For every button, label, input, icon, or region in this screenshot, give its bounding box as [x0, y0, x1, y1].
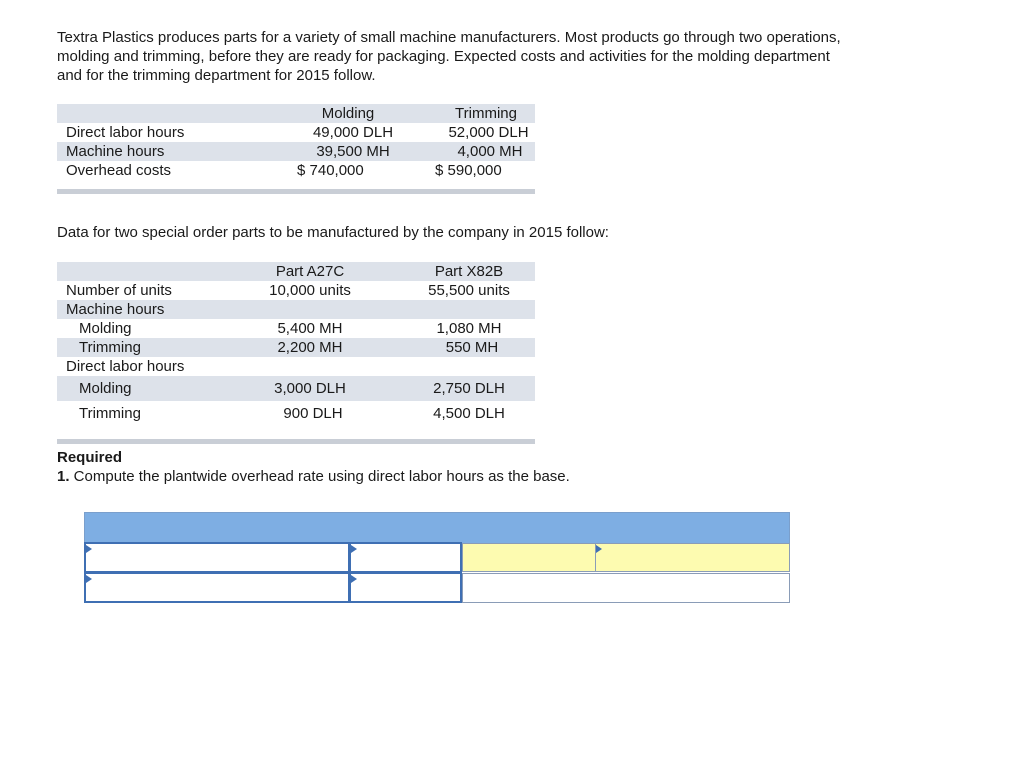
row-label: Overhead costs — [66, 162, 172, 179]
required-item-number: 1. — [57, 468, 70, 485]
row-label: Molding — [57, 376, 227, 401]
answer-input-value-2[interactable] — [349, 572, 462, 603]
cell-value: 3,000 DLH — [227, 376, 373, 401]
table-footer-bar — [57, 439, 535, 444]
table-row — [57, 338, 535, 357]
col-header-trimming: Trimming — [407, 104, 535, 123]
row-label: Number of units — [66, 282, 172, 299]
table-row — [57, 142, 535, 161]
input-marker-icon — [596, 545, 602, 553]
row-label: Direct labor hours — [66, 124, 185, 141]
input-marker-icon — [86, 545, 92, 553]
cell-value: 4,500 DLH — [433, 405, 505, 422]
required-heading: Required — [57, 449, 123, 466]
table-row — [57, 123, 535, 142]
row-label: Molding — [79, 320, 132, 337]
table-row — [57, 376, 535, 401]
cell-value: 55,500 units — [428, 282, 510, 299]
cell-value: 10,000 units — [269, 282, 351, 299]
table-row — [57, 281, 535, 300]
table-row — [57, 357, 535, 376]
cell-value: 1,080 MH — [436, 320, 502, 337]
cell-value: 5,400 MH — [277, 320, 343, 337]
table-footer-bar — [57, 189, 535, 194]
input-marker-icon — [351, 545, 357, 553]
cell-value: $ 590,000 — [435, 162, 502, 179]
table-row — [57, 300, 535, 319]
row-label: Trimming — [79, 405, 141, 422]
answer-input-label-2[interactable] — [84, 572, 350, 603]
table-header-row — [57, 104, 535, 123]
table-row — [57, 161, 535, 180]
answer-result-cell-3 — [462, 573, 790, 603]
table-header-row — [57, 262, 535, 281]
department-costs-table — [57, 104, 535, 194]
col-header-molding: Molding — [269, 104, 407, 123]
answer-input-label-1[interactable] — [84, 542, 350, 573]
col-header-part-a27c: Part A27C — [227, 262, 373, 281]
cell-value: 52,000 DLH — [448, 124, 529, 141]
special-order-table — [57, 262, 535, 444]
required-item-text: Compute the plantwide overhead rate using direct labor hours as the base. — [69, 468, 570, 485]
cell-value: 900 DLH — [283, 405, 343, 422]
cell-value: 2,750 DLH — [373, 376, 535, 401]
row-label: Machine hours — [57, 142, 269, 161]
answer-grid — [84, 512, 790, 603]
answer-result-cell-1 — [462, 543, 596, 572]
answer-result-cell-2[interactable] — [595, 543, 790, 572]
special-order-intro: Data for two special order parts to be manufactured by the company in 2015 follow: — [57, 224, 609, 241]
problem-intro: Textra Plastics produces parts for a variety of small machine manufacturers. Most products go through two operations, molding and trimming, before they are ready for packaging. Expected costs and activities for the molding department and for the trimming department for 2015 follow. — [57, 29, 841, 84]
required-item-1 — [57, 467, 570, 486]
row-label: Trimming — [57, 338, 227, 357]
cell-value: $ 740,000 — [297, 162, 364, 179]
cell-value: 2,200 MH — [227, 338, 373, 357]
cell-value: 4,000 MH — [407, 142, 535, 161]
table-row — [57, 401, 535, 426]
col-header-part-x82b: Part X82B — [373, 262, 535, 281]
cell-value: 49,000 DLH — [312, 124, 394, 141]
cell-value: 550 MH — [373, 338, 535, 357]
cell-value: 39,500 MH — [269, 142, 407, 161]
table-row — [57, 319, 535, 338]
required-section — [57, 448, 570, 486]
answer-grid-header — [84, 512, 790, 544]
row-label: Direct labor hours — [66, 358, 185, 375]
input-marker-icon — [351, 575, 357, 583]
answer-input-value-1[interactable] — [349, 542, 462, 573]
input-marker-icon — [86, 575, 92, 583]
row-label: Machine hours — [57, 300, 227, 319]
